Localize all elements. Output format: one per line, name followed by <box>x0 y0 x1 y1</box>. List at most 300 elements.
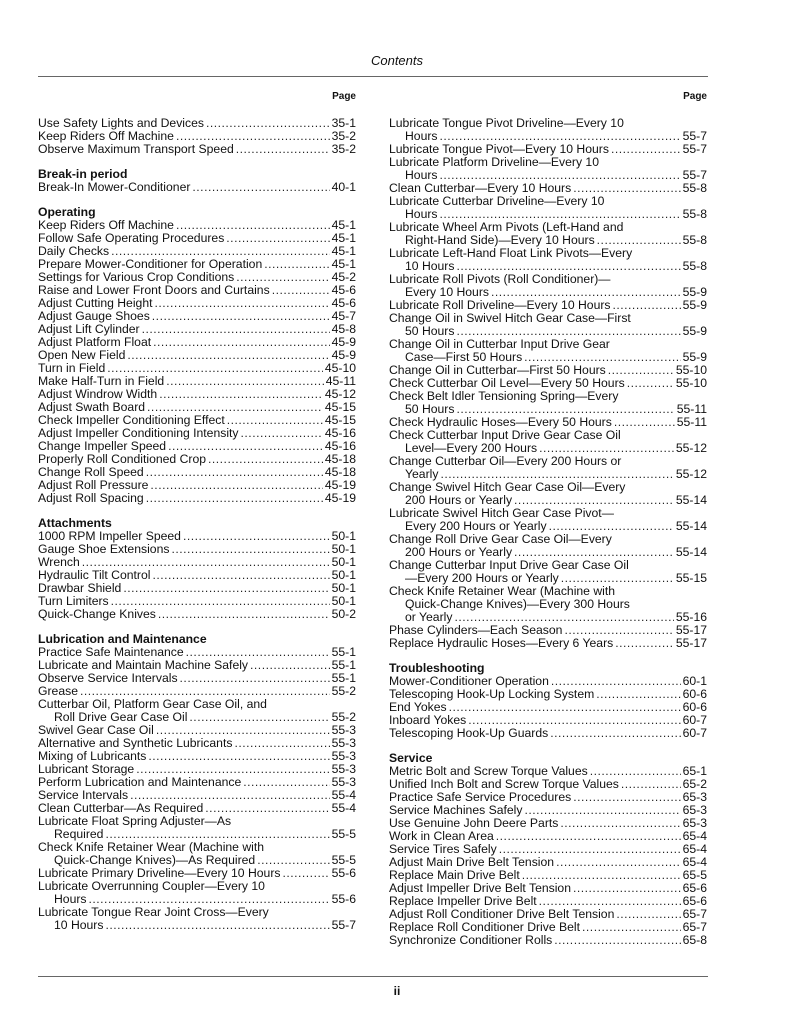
toc-entry-title: 200 Hours or Yearly <box>405 493 513 507</box>
toc-entry[interactable] <box>389 273 707 299</box>
toc-entry[interactable] <box>389 338 707 364</box>
toc-entry-title: Change Roll Drive Gear Case Oil—Every <box>389 532 612 546</box>
dot-leader <box>243 776 329 789</box>
toc-entry-title: Quick-Change Knives)—As Required <box>54 853 256 867</box>
toc-page-number: 55-9 <box>682 298 707 312</box>
toc-entry-title: Alternative and Synthetic Lubricants <box>38 736 233 750</box>
toc-entry[interactable] <box>389 727 707 740</box>
toc-entry-title: Check Impeller Conditioning Effect <box>38 413 225 427</box>
toc-entry-title: Lubricate Swivel Hitch Gear Case Pivot— <box>389 506 614 520</box>
toc-page-number: 55-17 <box>675 623 707 637</box>
toc-entry-title: Change Oil in Swivel Hitch Gear Case—First <box>389 311 631 325</box>
toc-page-number: 35-2 <box>331 142 356 156</box>
dot-leader <box>123 582 329 595</box>
toc-entry[interactable] <box>38 880 356 906</box>
toc-page-number: 55-15 <box>675 571 707 585</box>
toc-entry-title: Service Machines Safely <box>389 803 523 817</box>
dot-leader <box>264 258 329 271</box>
dot-leader <box>241 427 323 440</box>
toc-entry-title: Adjust Roll Spacing <box>38 491 144 505</box>
toc-entry-title: Adjust Roll Conditioner Drive Belt Tension <box>389 907 615 921</box>
toc-section <box>389 662 707 740</box>
toc-page-number: 65-4 <box>682 829 707 843</box>
dot-leader <box>621 778 681 791</box>
toc-section <box>38 517 356 621</box>
toc-page-number: 55-2 <box>331 684 356 698</box>
dot-leader <box>152 569 329 582</box>
toc-entry[interactable] <box>389 195 707 221</box>
toc-entry[interactable] <box>389 559 707 585</box>
toc-page-number: 55-10 <box>675 363 707 377</box>
toc-page-number: 55-16 <box>675 610 707 624</box>
toc-entry-line <box>389 637 707 650</box>
toc-entry-title: Lubricate Tongue Pivot—Every 10 Hours <box>389 142 609 156</box>
toc-entry-title: Keep Riders Off Machine <box>38 129 174 143</box>
toc-entry[interactable] <box>38 543 356 556</box>
dot-leader <box>206 117 330 130</box>
toc-entry-title: Properly Roll Conditioned Crop <box>38 452 207 466</box>
toc-entry-title: Required <box>54 827 104 841</box>
toc-entry-title: Quick-Change Knives <box>38 607 156 621</box>
toc-entry-title: Swivel Gear Case Oil <box>38 723 154 737</box>
toc-entry-line <box>38 608 356 621</box>
toc-entry-title: 200 Hours or Yearly <box>405 545 513 559</box>
toc-entry-title: Observe Service Intervals <box>38 671 178 685</box>
dot-leader <box>159 388 323 401</box>
section-heading: Break-in period <box>38 167 128 181</box>
toc-entry-title: Cutterbar Oil, Platform Gear Case Oil, and <box>38 697 267 711</box>
toc-entry-title: Work in Clean Area <box>389 829 494 843</box>
dot-leader <box>180 672 330 685</box>
dot-leader <box>127 349 329 362</box>
toc-entry[interactable] <box>389 455 707 481</box>
toc-page-number: 45-2 <box>331 270 356 284</box>
toc-entry[interactable] <box>38 181 356 194</box>
toc-page-number: 45-19 <box>324 491 356 505</box>
section-heading: Attachments <box>38 516 112 530</box>
toc-entry-title: Metric Bolt and Screw Torque Values <box>389 764 588 778</box>
toc-entry-line <box>38 672 356 685</box>
toc-entry-title: Check Belt Idler Tensioning Spring—Every <box>389 389 619 403</box>
toc-entry-title: Observe Maximum Transport Speed <box>38 142 234 156</box>
toc-entry-title: 50 Hours <box>405 324 455 338</box>
toc-entry-title: Lubricate Tongue Pivot Driveline—Every 10 <box>389 116 624 130</box>
toc-page-number: 40-1 <box>331 180 356 194</box>
toc-page-number: 45-9 <box>331 335 356 349</box>
toc-entry-title: End Yokes <box>389 700 447 714</box>
toc-page-number: 55-14 <box>675 493 707 507</box>
toc-page-number: 45-16 <box>324 426 356 440</box>
toc-entry-line <box>38 543 356 556</box>
toc-entry-title: Lubricate Float Spring Adjuster—As <box>38 814 232 828</box>
toc-entry-title: Lubricate Tongue Rear Joint Cross—Every <box>38 905 269 919</box>
toc-entry[interactable] <box>389 117 707 143</box>
header-rule <box>38 76 708 77</box>
toc-page-number: 55-14 <box>675 519 707 533</box>
toc-entry-title: Lubricate Overrunning Coupler—Every 10 <box>38 879 265 893</box>
toc-entry-title: Lubricant Storage <box>38 762 135 776</box>
toc-entry-title: Turn Limiters <box>38 594 109 608</box>
toc-entry[interactable] <box>38 841 356 867</box>
toc-page-number: 55-9 <box>682 350 707 364</box>
toc-page-number: 65-6 <box>682 881 707 895</box>
toc-page-number: 65-8 <box>682 933 707 947</box>
toc-page-number: 35-2 <box>331 129 356 143</box>
toc-entry-title: Lubricate Cutterbar Driveline—Every 10 <box>389 194 605 208</box>
toc-entry-title: Use Safety Lights and Devices <box>38 116 204 130</box>
toc-entry-title: Practice Safe Maintenance <box>38 645 184 659</box>
toc-page-number: 55-7 <box>682 142 707 156</box>
toc-page-number: 50-1 <box>331 568 356 582</box>
toc-page-number: 50-1 <box>331 594 356 608</box>
toc-entry-title: Adjust Gauge Shoes <box>38 309 150 323</box>
toc-section <box>38 633 356 932</box>
toc-entry-title: Adjust Swath Board <box>38 400 146 414</box>
page-column-label: Page <box>332 91 356 102</box>
toc-entry[interactable] <box>38 492 356 505</box>
toc-entry[interactable] <box>38 608 356 621</box>
toc-entry[interactable] <box>389 429 707 455</box>
toc-section <box>38 168 356 194</box>
toc-entry[interactable] <box>389 585 707 624</box>
dot-leader <box>627 377 674 390</box>
dot-leader <box>616 908 680 921</box>
toc-right-column <box>389 89 707 947</box>
toc-page-number: 55-11 <box>676 402 707 416</box>
dot-leader <box>582 921 681 934</box>
dot-leader <box>250 659 330 672</box>
dot-leader <box>496 830 681 843</box>
toc-page-number: 55-6 <box>331 866 356 880</box>
dot-leader <box>146 466 323 479</box>
toc-page-number: 45-15 <box>324 400 356 414</box>
toc-entry-title: Check Knife Retainer Wear (Machine with <box>38 840 265 854</box>
toc-entry[interactable] <box>389 390 707 416</box>
toc-entry-title: Change Cutterbar Oil—Every 200 Hours or <box>389 454 622 468</box>
toc-entry[interactable] <box>389 507 707 533</box>
dot-leader <box>611 143 681 156</box>
toc-entry-title: Unified Inch Bolt and Screw Torque Values <box>389 777 619 791</box>
dot-leader <box>189 711 329 724</box>
dot-leader <box>155 297 330 310</box>
toc-entry-title: Adjust Impeller Drive Belt Tension <box>389 881 571 895</box>
toc-entry-title: Adjust Cutting Height <box>38 296 153 310</box>
toc-entry[interactable] <box>38 698 356 724</box>
dot-leader <box>152 310 330 323</box>
toc-page-number: 60-6 <box>682 687 707 701</box>
toc-entry[interactable] <box>389 221 707 247</box>
toc-page-number: 45-1 <box>331 244 356 258</box>
toc-page-number: 55-5 <box>331 827 356 841</box>
toc-entry-title: Drawbar Shield <box>38 581 122 595</box>
toc-entry[interactable] <box>389 247 707 273</box>
toc-entry-title: Adjust Impeller Conditioning Intensity <box>38 426 239 440</box>
toc-entry-line <box>38 143 356 156</box>
toc-entry-title: Turn in Field <box>38 361 106 375</box>
toc-page-number: 50-2 <box>331 607 356 621</box>
toc-entry[interactable] <box>38 672 356 685</box>
toc-entry-title: Follow Safe Operating Procedures <box>38 231 225 245</box>
toc-entry-title: Practice Safe Service Procedures <box>389 790 572 804</box>
section-heading: Service <box>389 751 433 765</box>
dot-leader <box>208 453 323 466</box>
dot-leader <box>146 492 323 505</box>
toc-page-number: 45-9 <box>331 348 356 362</box>
toc-entry-title: Roll Drive Gear Case Oil <box>54 710 188 724</box>
dot-leader <box>171 543 329 556</box>
toc-section <box>389 752 707 947</box>
toc-entry-title: Service Intervals <box>38 788 129 802</box>
toc-entry-title: Wrench <box>38 555 80 569</box>
toc-sections <box>38 117 356 932</box>
toc-entry[interactable] <box>389 312 707 338</box>
toc-entry-title: Inboard Yokes <box>389 713 467 727</box>
footer-rule <box>38 976 708 977</box>
toc-entry[interactable] <box>389 481 707 507</box>
toc-entry[interactable] <box>38 143 356 156</box>
toc-page-number: 60-7 <box>682 713 707 727</box>
toc-page-number: 55-8 <box>682 207 707 221</box>
toc-entry-title: Daily Checks <box>38 244 110 258</box>
toc-entry-title: Perform Lubrication and Maintenance <box>38 775 242 789</box>
dot-leader <box>166 375 324 388</box>
toc-entry-title: Check Knife Retainer Wear (Machine with <box>389 584 616 598</box>
toc-page-number: 55-1 <box>331 645 356 659</box>
toc-entry[interactable] <box>38 815 356 841</box>
toc-page-number: 55-2 <box>331 710 356 724</box>
toc-entry-title: Change Swivel Hitch Gear Case Oil—Every <box>389 480 626 494</box>
toc-entry-title: Change Oil in Cutterbar Input Drive Gear <box>389 337 610 351</box>
toc-entry-line <box>389 934 707 947</box>
dot-leader <box>234 737 329 750</box>
toc-page-number: 45-1 <box>331 231 356 245</box>
toc-entry-title: Adjust Lift Cylinder <box>38 322 140 336</box>
page-number: ii <box>393 984 401 998</box>
toc-entry-line <box>38 492 356 505</box>
dot-leader <box>192 181 329 194</box>
toc-page-number: 55-8 <box>682 259 707 273</box>
toc-entry-title: Keep Riders Off Machine <box>38 218 174 232</box>
dot-leader <box>282 867 329 880</box>
toc-entry-title: Lubricate Roll Driveline—Every 10 Hours <box>389 298 611 312</box>
toc-entry-title: Replace Main Drive Belt <box>389 868 520 882</box>
toc-entry-title: Telescoping Hook-Up Guards <box>389 726 549 740</box>
toc-entry-title: Break-In Mower-Conditioner <box>38 180 191 194</box>
toc-page-number: 65-2 <box>682 777 707 791</box>
section-heading: Operating <box>38 205 96 219</box>
toc-entry-title: Raise and Lower Front Doors and Curtains <box>38 283 270 297</box>
toc-entry-title: —Every 200 Hours or Yearly <box>405 571 559 585</box>
dot-leader <box>153 336 329 349</box>
dot-leader <box>236 143 330 156</box>
toc-page-number: 65-7 <box>682 907 707 921</box>
toc-page-number: 55-8 <box>682 181 707 195</box>
toc-entry-line <box>389 727 707 740</box>
toc-entry-title: Replace Hydraulic Hoses—Every 6 Years <box>389 636 614 650</box>
dot-leader <box>272 284 330 297</box>
toc-page-number: 55-1 <box>331 658 356 672</box>
toc-left-column <box>38 89 356 932</box>
toc-page-number: 55-3 <box>331 736 356 750</box>
toc-entry-title: Change Oil in Cutterbar—First 50 Hours <box>389 363 606 377</box>
toc-entry-title: Hours <box>405 129 438 143</box>
toc-entry-title: Hours <box>405 207 438 221</box>
dot-leader <box>158 608 330 621</box>
toc-page-number: 55-5 <box>331 853 356 867</box>
toc-entry-line <box>38 181 356 194</box>
dot-leader <box>142 323 330 336</box>
toc-page-number: 65-5 <box>682 868 707 882</box>
toc-page-number: 55-11 <box>676 415 707 429</box>
dot-leader <box>560 817 680 830</box>
toc-entry-title: Replace Impeller Drive Belt <box>389 894 537 908</box>
dot-leader <box>573 882 681 895</box>
toc-section <box>38 117 356 156</box>
toc-entry-title: Every 10 Hours <box>405 285 489 299</box>
toc-page-number: 65-4 <box>682 842 707 856</box>
toc-page-number: 65-1 <box>682 764 707 778</box>
toc-sections <box>389 117 707 947</box>
toc-entry-title: 10 Hours <box>54 918 104 932</box>
toc-page-number: 65-3 <box>682 803 707 817</box>
toc-entry-title: Hours <box>405 168 438 182</box>
toc-page-number: 55-6 <box>331 892 356 906</box>
toc-entry-title: Telescoping Hook-Up Locking System <box>389 687 595 701</box>
dot-leader <box>227 414 323 427</box>
dot-leader <box>449 701 681 714</box>
toc-entry-title: Change Cutterbar Input Drive Gear Case Oil <box>389 558 629 572</box>
dot-leader <box>150 479 322 492</box>
toc-entry-title: Synchronize Conditioner Rolls <box>389 933 553 947</box>
toc-page-number: 55-4 <box>331 801 356 815</box>
toc-page-number: 45-12 <box>324 387 356 401</box>
toc-page-number: 45-16 <box>324 439 356 453</box>
toc-page-number: 45-19 <box>324 478 356 492</box>
toc-entry-title: Phase Cylinders—Each Season <box>389 623 563 637</box>
toc-page-number: 45-18 <box>324 465 356 479</box>
toc-entry-title: 1000 RPM Impeller Speed <box>38 529 181 543</box>
toc-entry-title: Lubricate Roll Pivots (Roll Conditioner)— <box>389 272 611 286</box>
toc-page-number: 65-3 <box>682 790 707 804</box>
toc-entry-title: Make Half-Turn in Field <box>38 374 165 388</box>
toc-entry-title: Clean Cutterbar—As Required <box>38 801 204 815</box>
toc-entry-title: Lubricate Platform Driveline—Every 10 <box>389 155 599 169</box>
toc-page-number: 55-7 <box>682 168 707 182</box>
toc-entry-title: Mower-Conditioner Operation <box>389 674 549 688</box>
toc-entry-title: Service Tires Safely <box>389 842 497 856</box>
toc-page-number: 45-6 <box>331 283 356 297</box>
toc-entry-title: Adjust Roll Pressure <box>38 478 149 492</box>
toc-entry-title: Change Impeller Speed <box>38 439 167 453</box>
toc-entry-title: Yearly <box>405 467 439 481</box>
toc-page-number: 65-7 <box>682 920 707 934</box>
toc-page-number: 55-3 <box>331 723 356 737</box>
dot-leader <box>105 919 329 932</box>
toc-entry-title: Check Cutterbar Oil Level—Every 50 Hours <box>389 376 625 390</box>
toc-page-number: 35-1 <box>331 116 356 130</box>
toc-entry-title: Use Genuine John Deere Parts <box>389 816 559 830</box>
section-heading: Lubrication and Maintenance <box>38 632 207 646</box>
toc-entry-title: or Yearly <box>405 610 453 624</box>
toc-page-number: 50-1 <box>331 555 356 569</box>
dot-leader <box>556 856 681 869</box>
toc-section <box>38 206 356 505</box>
toc-entry-title: Level—Every 200 Hours <box>405 441 538 455</box>
toc-page-number: 45-11 <box>325 374 356 388</box>
toc-page-number: 50-1 <box>331 581 356 595</box>
toc-entry-title: Settings for Various Crop Conditions <box>38 270 235 284</box>
toc-entry-title: Lubricate Primary Driveline—Every 10 Hours <box>38 866 281 880</box>
toc-entry-title: Lubricate Wheel Arm Pivots (Left-Hand and <box>389 220 624 234</box>
toc-entry-title: Adjust Platform Float <box>38 335 152 349</box>
toc-entry-title: Open New Field <box>38 348 126 362</box>
toc-section <box>389 117 707 650</box>
toc-page-number: 55-1 <box>331 671 356 685</box>
toc-page-number: 55-7 <box>682 129 707 143</box>
toc-entry[interactable] <box>389 156 707 182</box>
toc-page-number: 60-6 <box>682 700 707 714</box>
dot-leader <box>148 750 329 763</box>
dot-leader <box>615 637 674 650</box>
toc-page-number: 45-6 <box>331 296 356 310</box>
dot-leader <box>614 416 675 429</box>
toc-page-number: 55-17 <box>675 636 707 650</box>
toc-page-number: 55-7 <box>331 918 356 932</box>
toc-page-number: 55-8 <box>682 233 707 247</box>
toc-entry-title: Adjust Windrow Width <box>38 387 158 401</box>
toc-page-number: 55-3 <box>331 749 356 763</box>
toc-entry-title: Every 200 Hours or Yearly <box>405 519 547 533</box>
toc-entry-title: Lubricate Left-Hand Float Link Pivots—Every <box>389 246 633 260</box>
toc-entry-title: Check Hydraulic Hoses—Every 50 Hours <box>389 415 612 429</box>
toc-page-number: 45-10 <box>324 361 356 375</box>
toc-entry-title: Hydraulic Tilt Control <box>38 568 151 582</box>
dot-leader <box>226 232 329 245</box>
toc-page-number: 45-1 <box>331 257 356 271</box>
toc-entry-title: Check Cutterbar Input Drive Gear Case Oil <box>389 428 621 442</box>
toc-entry-title: Grease <box>38 684 78 698</box>
dot-leader <box>573 791 680 804</box>
toc-page-number: 50-1 <box>331 542 356 556</box>
dot-leader <box>550 727 680 740</box>
section-heading: Troubleshooting <box>389 661 485 675</box>
toc-page-number: 45-15 <box>324 413 356 427</box>
toc-page-number: 55-9 <box>682 324 707 338</box>
toc-page-number: 65-4 <box>682 855 707 869</box>
toc-page-number: 55-9 <box>682 285 707 299</box>
toc-page-number: 65-6 <box>682 894 707 908</box>
toc-page-number: 45-7 <box>331 309 356 323</box>
toc-page-number: 45-1 <box>331 218 356 232</box>
dot-leader <box>554 934 680 947</box>
toc-entry-title: Adjust Main Drive Belt Tension <box>389 855 555 869</box>
toc-page-number: 50-1 <box>331 529 356 543</box>
toc-entry[interactable] <box>389 533 707 559</box>
page-column-label: Page <box>683 91 707 102</box>
toc-entry[interactable] <box>389 637 707 650</box>
toc-page-number: 65-3 <box>682 816 707 830</box>
toc-page-number: 60-1 <box>682 674 707 688</box>
toc-page-number: 45-8 <box>331 322 356 336</box>
toc-entry-title: Right-Hand Side)—Every 10 Hours <box>405 233 595 247</box>
toc-entry-title: Quick-Change Knives)—Every 300 Hours <box>405 597 630 611</box>
toc-entry-title: 10 Hours <box>405 259 455 273</box>
toc-entry[interactable] <box>389 934 707 947</box>
toc-entry-title: Change Roll Speed <box>38 465 144 479</box>
toc-entry-title: Mixing of Lubricants <box>38 749 147 763</box>
toc-entry[interactable] <box>38 906 356 932</box>
toc-page-number: 60-7 <box>682 726 707 740</box>
